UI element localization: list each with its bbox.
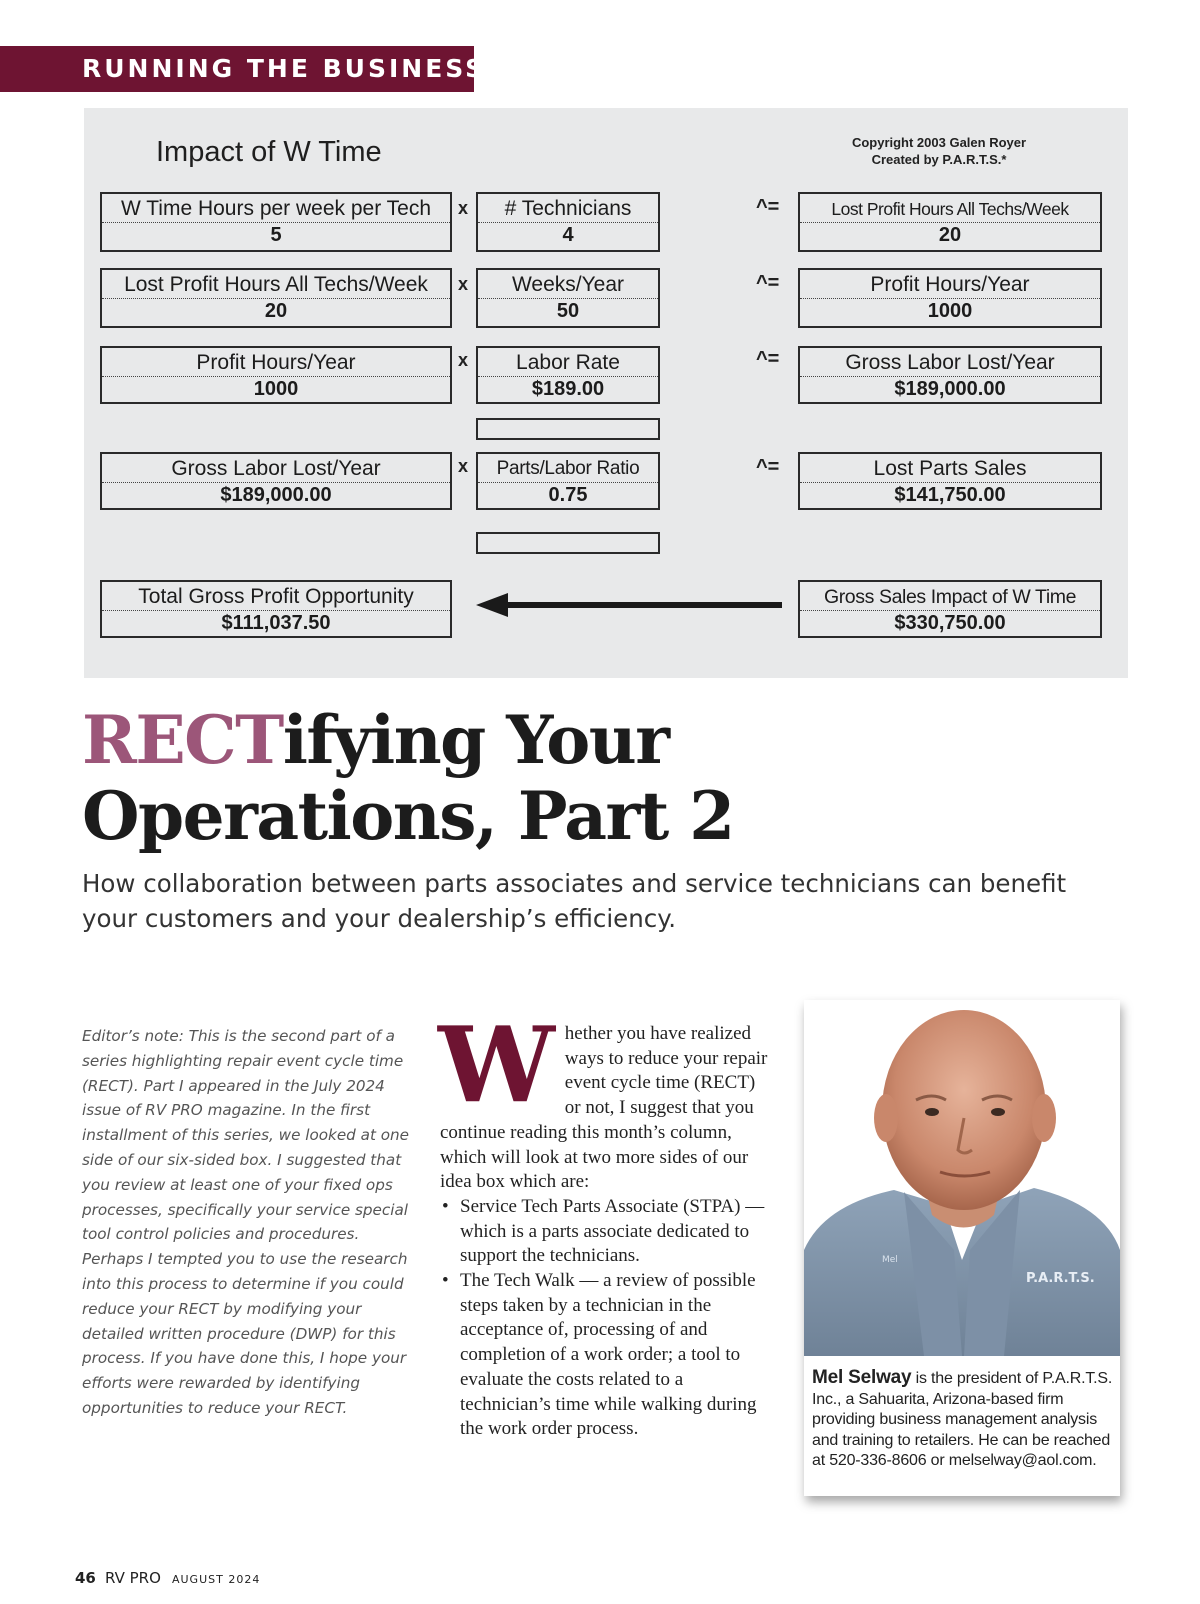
article-body: [438, 1003, 770, 1442]
page-footer: [75, 1568, 260, 1587]
author-photo: [804, 1000, 1120, 1356]
page-number: 46: [75, 1569, 96, 1587]
body-intro: hether you have realized ways to reduce your repair event cycle time (RECT) or not, I suggest that you continue reading this month’s column, which will look at two more sides of our idea box which are:: [440, 1023, 768, 1193]
issue-date: AUGUST 2024: [171, 1573, 261, 1586]
multiply-symbol: x: [458, 350, 469, 370]
author-bio: Mel Selway is the president of P.A.R.T.S. Inc., a Sahuarita, Arizona-based firm providing business management analysis and training to retailers. He can be reached at 520-336-8606 or melselway@aol.com.: [812, 1367, 1113, 1469]
cell-w-time-hours: W Time Hours per week per Tech 5: [100, 192, 452, 252]
magazine-name: RV PRO: [104, 1569, 161, 1587]
bullet-list: [440, 1195, 770, 1442]
cell-technicians: # Technicians 4: [476, 192, 660, 252]
list-item: • The Tech Walk — a review of possible steps taken by a technician in the acceptance of, processing of and completion of a work order; a tool to evaluate the costs related to a technician’s time while walking during the work order process.: [440, 1269, 770, 1442]
cell-lost-profit-hours: Lost Profit Hours All Techs/Week 20: [100, 268, 452, 328]
shirt-name: Mel: [882, 1255, 898, 1265]
cell-profit-hours-result: Profit Hours/Year 1000: [798, 268, 1102, 328]
author-portrait-icon: [804, 1000, 1120, 1356]
cell-gross-labor-lost: Gross Labor Lost/Year $189,000.00: [100, 452, 452, 510]
equals-symbol: ^=: [756, 456, 780, 478]
article-dek: How collaboration between parts associates and service technicians can benefit your customers and your dealership’s efficiency.: [82, 869, 1067, 933]
equals-symbol: ^=: [756, 196, 780, 218]
drop-cap: W: [438, 1003, 555, 1126]
empty-cell: [476, 418, 660, 440]
cell-parts-labor-ratio: Parts/Labor Ratio 0.75: [476, 452, 660, 510]
shirt-logo: P.A.R.T.S.: [1026, 1271, 1095, 1286]
editor-note: Editor’s note: This is the second part of a series highlighting repair event cycle time (RECT). Part I appeared in the July 2024 issue of RV PRO magazine. In the first installment of this series, we looked at one side of our six-sided box. I suggested that you review at least one of your fixed ops processes, specifically your service special tool control policies and procedures. Perhaps I tempted you to use the research into this process to determine if you could reduce your RECT by modifying your detailed written procedure (DWP) for this process. If you have done this, I hope your efforts were rewarded by identifying opportunities to reduce your RECT.: [82, 1027, 409, 1417]
cell-lost-parts-sales-result: Lost Parts Sales $141,750.00: [798, 452, 1102, 510]
multiply-symbol: x: [458, 198, 469, 218]
equals-symbol: ^=: [756, 272, 780, 294]
cell-gross-sales-impact: Gross Sales Impact of W Time $330,750.00: [798, 580, 1102, 638]
article-headline: RECTifying Your Operations, Part 2: [82, 701, 734, 855]
author-name: Mel Selway: [812, 1367, 912, 1388]
cell-gross-labor-lost-result: Gross Labor Lost/Year $189,000.00: [798, 346, 1102, 404]
cell-lost-profit-hours-result: Lost Profit Hours All Techs/Week 20: [798, 192, 1102, 252]
list-item: • Service Tech Parts Associate (STPA) — which is a parts associate dedicated to support the technicians.: [440, 1195, 770, 1269]
author-card: [804, 1000, 1120, 1496]
cell-total-gross-profit: Total Gross Profit Opportunity $111,037.50: [100, 580, 452, 638]
cell-weeks-year: Weeks/Year 50: [476, 268, 660, 328]
equals-symbol: ^=: [756, 348, 780, 370]
cell-profit-hours: Profit Hours/Year 1000: [100, 346, 452, 404]
empty-cell: [476, 532, 660, 554]
multiply-symbol: x: [458, 274, 469, 294]
w-time-worksheet: [84, 108, 1128, 678]
section-banner: RUNNING THE BUSINESS: [0, 46, 474, 92]
multiply-symbol: x: [458, 456, 469, 476]
cell-labor-rate: Labor Rate $189.00: [476, 346, 660, 404]
worksheet-copyright: Copyright 2003 Galen Royer Created by P.A.R.T.S.*: [851, 135, 1027, 167]
left-arrow-icon: [476, 592, 782, 618]
worksheet-title: Impact of W Time: [156, 136, 382, 168]
